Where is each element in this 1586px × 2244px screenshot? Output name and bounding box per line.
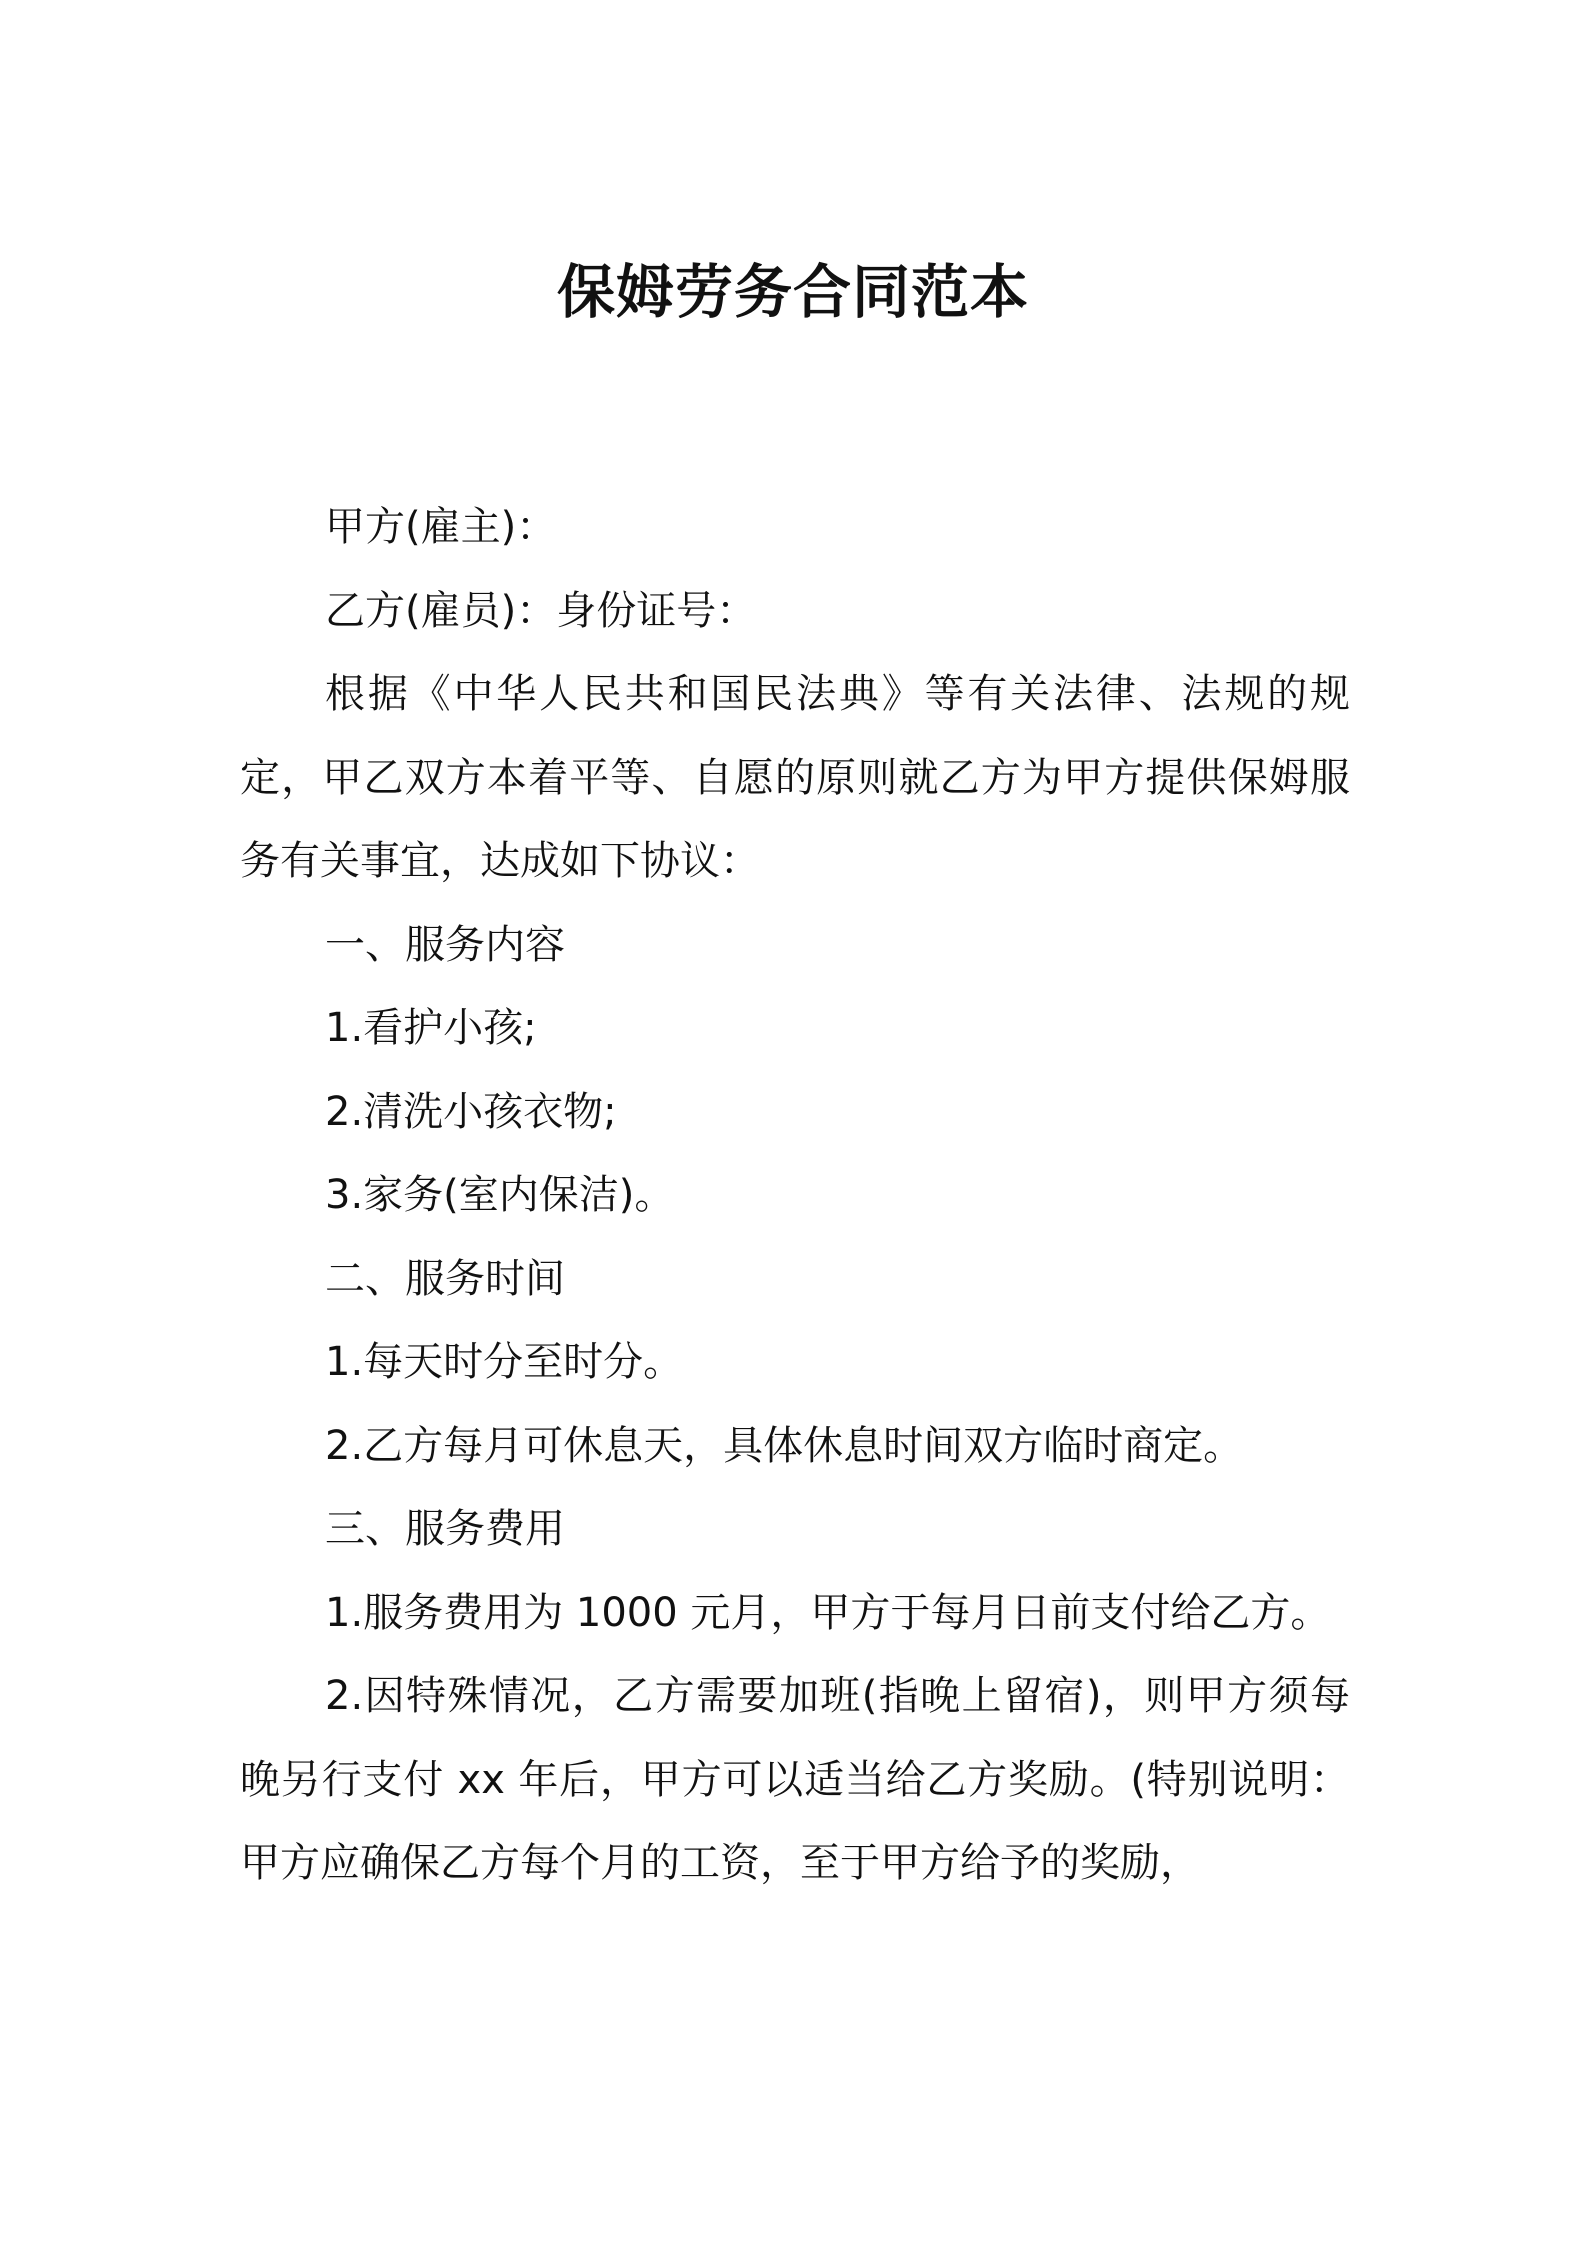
list-item: 1.服务费用为 1000 元月，甲方于每月日前支付给乙方。 bbox=[325, 1589, 1331, 1636]
party-a-line: 甲方(雇主)： bbox=[325, 504, 557, 550]
list-item: 2.清洗小孩衣物; bbox=[325, 1088, 617, 1135]
section-heading-service-time: 二、服务时间 bbox=[325, 1255, 565, 1302]
list-item: 2.因特殊情况，乙方需要加班(指晚上留宿)，则甲方须每晚另行支付 xx 年后，甲方可以适当给乙方奖励。(特别说明：甲方应确保乙方每个月的工资，至于甲方给予的奖励， bbox=[240, 1673, 1350, 1886]
party-b-line: 乙方(雇员)：身份证号： bbox=[325, 587, 757, 634]
section-heading-service-fee: 三、服务费用 bbox=[325, 1506, 565, 1552]
preamble-paragraph: 根据《中华人民共和国民法典》等有关法律、法规的规定，甲乙双方本着平等、自愿的原则就乙方为甲方提供保姆服务有关事宜，达成如下协议： bbox=[240, 671, 1350, 884]
section-heading-service-content: 一、服务内容 bbox=[325, 921, 565, 968]
document-body bbox=[240, 486, 1350, 1906]
list-item: 1.每天时分至时分。 bbox=[325, 1339, 684, 1385]
document-title: 保姆劳务合同范本 bbox=[556, 258, 1029, 326]
list-item: 1.看护小孩; bbox=[325, 1005, 537, 1051]
list-item: 2.乙方每月可休息天，具体休息时间双方临时商定。 bbox=[325, 1422, 1244, 1469]
list-item: 3.家务(室内保洁)。 bbox=[325, 1172, 675, 1218]
